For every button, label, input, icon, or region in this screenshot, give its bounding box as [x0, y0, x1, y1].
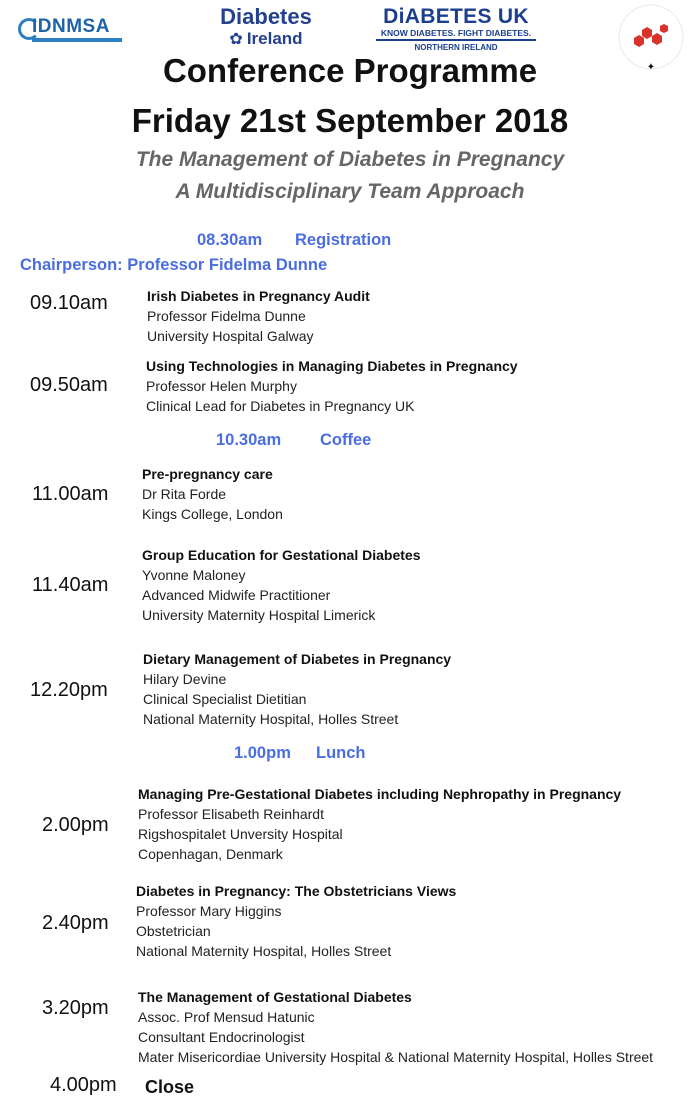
session-speaker: Dr Rita Forde	[142, 486, 227, 502]
diabetes-uk-region: NORTHERN IRELAND	[414, 43, 498, 52]
closing-time: 4.00pm	[50, 1074, 117, 1096]
session-affiliation: Clinical Lead for Diabetes in Pregnancy UK	[146, 398, 415, 414]
session-affiliation: Rigshospitalet Unversity Hospital	[138, 826, 343, 842]
session-title: Group Education for Gestational Diabetes	[142, 547, 421, 563]
subtitle-line-2: A Multidisciplinary Team Approach	[175, 180, 525, 203]
session-title: Pre-pregnancy care	[142, 466, 273, 482]
session-affiliation: University Maternity Hospital Limerick	[142, 607, 376, 623]
svg-text:✦: ✦	[646, 62, 656, 73]
diabetes-uk-title: DiABETES UK	[383, 5, 529, 28]
session-speaker: Professor Fidelma Dunne	[147, 308, 306, 324]
lunch-time: 1.00pm	[234, 744, 291, 762]
registration-time: 08.30am	[197, 231, 263, 249]
idnmsa-logo	[18, 14, 122, 46]
session-time: 2.00pm	[42, 814, 109, 836]
session-time: 3.20pm	[42, 997, 109, 1019]
diabetes-uk-logo	[376, 6, 536, 56]
session-time: 2.40pm	[42, 912, 109, 934]
idnmsa-logo-text: IDNMSA	[32, 16, 110, 37]
session-speaker: Professor Mary Higgins	[136, 903, 282, 919]
flower-icon: ✿	[229, 31, 243, 48]
coffee-label: Coffee	[320, 431, 372, 449]
session-details	[143, 649, 451, 729]
page-title: Conference Programme	[162, 52, 538, 89]
session-details	[136, 881, 456, 961]
session-details	[147, 286, 370, 346]
session-time: 09.10am	[30, 292, 108, 314]
lunch-label: Lunch	[316, 744, 366, 762]
session-details	[138, 987, 653, 1067]
session-time: 09.50am	[30, 374, 108, 396]
session-role: Clinical Specialist Dietitian	[143, 691, 307, 707]
idnmsa-underline	[32, 38, 122, 42]
session-details	[142, 545, 420, 625]
session-details	[138, 784, 621, 864]
session-affiliation: National Maternity Hospital, Holles Street	[143, 711, 399, 727]
closing-label: Close	[145, 1077, 195, 1097]
session-role: Obstetrician	[136, 923, 211, 939]
diabetes-uk-tagline: KNOW DIABETES. FIGHT DIABETES.	[376, 28, 536, 41]
registration-label: Registration	[295, 231, 392, 249]
session-affiliation: Kings College, London	[142, 506, 283, 522]
diabetes-ireland-logo	[206, 6, 326, 52]
chairperson: Chairperson: Professor Fidelma Dunne	[20, 256, 328, 274]
session-affiliation: University Hospital Galway	[147, 328, 314, 344]
session-details	[142, 464, 283, 524]
session-role: Consultant Endocrinologist	[138, 1029, 305, 1045]
session-time: 11.40am	[32, 574, 109, 596]
session-details	[146, 356, 518, 416]
session-affiliation: National Maternity Hospital, Holles Street	[136, 943, 392, 959]
session-time: 11.00am	[32, 483, 109, 505]
session-time: 12.20pm	[30, 679, 108, 701]
session-title: Managing Pre-Gestational Diabetes including Nephropathy in Pregnancy	[138, 786, 622, 802]
session-speaker: Hilary Devine	[143, 671, 227, 687]
session-affiliation: Mater Misericordiae University Hospital & National Maternity Hospital, Holles Street	[138, 1049, 654, 1065]
session-speaker: Assoc. Prof Mensud Hatunic	[138, 1009, 315, 1025]
session-speaker: Yvonne Maloney	[142, 567, 246, 583]
diabetes-ireland-line2: Ireland	[246, 29, 303, 48]
session-role: Advanced Midwife Practitioner	[142, 587, 331, 603]
conference-date: Friday 21st September 2018	[131, 102, 569, 139]
session-title: Irish Diabetes in Pregnancy Audit	[147, 288, 370, 304]
session-title: Dietary Management of Diabetes in Pregnancy	[143, 651, 452, 667]
coffee-time: 10.30am	[216, 431, 282, 449]
session-speaker: Professor Helen Murphy	[146, 378, 297, 394]
session-title: Diabetes in Pregnancy: The Obstetricians Views	[136, 883, 457, 899]
session-speaker: Professor Elisabeth Reinhardt	[138, 806, 324, 822]
session-title: The Management of Gestational Diabetes	[138, 989, 412, 1005]
session-location: Copenhagan, Denmark	[138, 846, 283, 862]
diabetes-ireland-line1: Diabetes	[220, 4, 312, 29]
subtitle-line-1: The Management of Diabetes in Pregnancy	[135, 148, 565, 171]
session-title: Using Technologies in Managing Diabetes in Pregnancy	[146, 358, 518, 374]
